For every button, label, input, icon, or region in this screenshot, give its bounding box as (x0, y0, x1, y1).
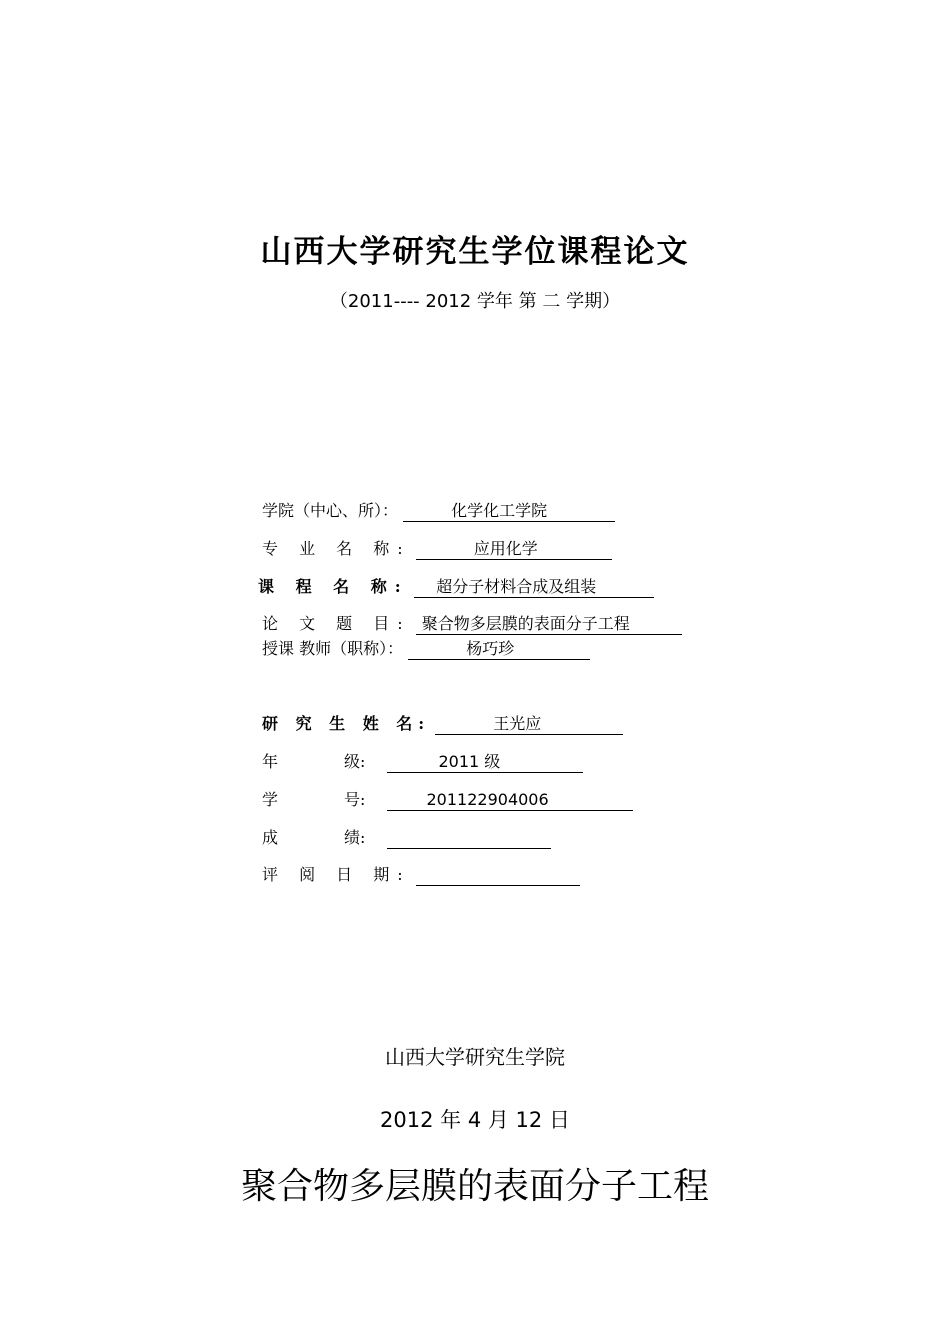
review-date-value (416, 865, 580, 886)
teacher-value: 杨巧珍 (408, 639, 590, 660)
major-row (262, 538, 612, 560)
student-id-row (262, 789, 633, 811)
course-value: 超分子材料合成及组装 (414, 577, 654, 598)
score-value (387, 828, 551, 849)
student-row (262, 713, 623, 735)
major-label: 专 业 名 称: (262, 539, 411, 558)
grade-label-b: 级: (344, 752, 366, 771)
student-value: 王光应 (435, 714, 623, 735)
student-id-value: 201122904006 (387, 790, 633, 811)
score-row (262, 827, 551, 849)
grade-value: 2011 级 (387, 752, 583, 773)
id-label-a: 学 (262, 790, 279, 809)
course-label: 课 程 名 称: (258, 577, 409, 596)
academic-term: （2011---- 2012 学年 第 二 学期） (329, 291, 621, 312)
id-label-b: 号: (344, 790, 366, 809)
thesis-row (262, 613, 682, 635)
review-date-row (262, 864, 580, 886)
submission-date: 2012 年 4 月 12 日 (380, 1108, 570, 1132)
college-value: 化学化工学院 (403, 501, 615, 522)
score-label-a: 成 (262, 828, 279, 847)
major-value: 应用化学 (416, 539, 612, 560)
course-row (258, 576, 654, 598)
grade-row (262, 751, 583, 773)
grade-label-a: 年 (262, 752, 279, 771)
paper-title: 聚合物多层膜的表面分子工程 (240, 1166, 709, 1207)
college-label: 学院（中心、所）： (262, 501, 399, 520)
document-title: 山西大学研究生学位课程论文 (260, 234, 690, 270)
college-row (262, 500, 615, 522)
institute-name: 山西大学研究生学院 (385, 1045, 565, 1069)
score-label-b: 绩: (344, 828, 366, 847)
student-label: 研 究 生 姓 名: (262, 714, 431, 733)
review-date-label: 评 阅 日 期: (262, 865, 411, 884)
thesis-value: 聚合物多层膜的表面分子工程 (416, 614, 682, 635)
thesis-label: 论 文 题 目: (262, 614, 411, 633)
teacher-label: 授课 教师（职称）： (262, 639, 404, 658)
teacher-row (262, 638, 590, 660)
